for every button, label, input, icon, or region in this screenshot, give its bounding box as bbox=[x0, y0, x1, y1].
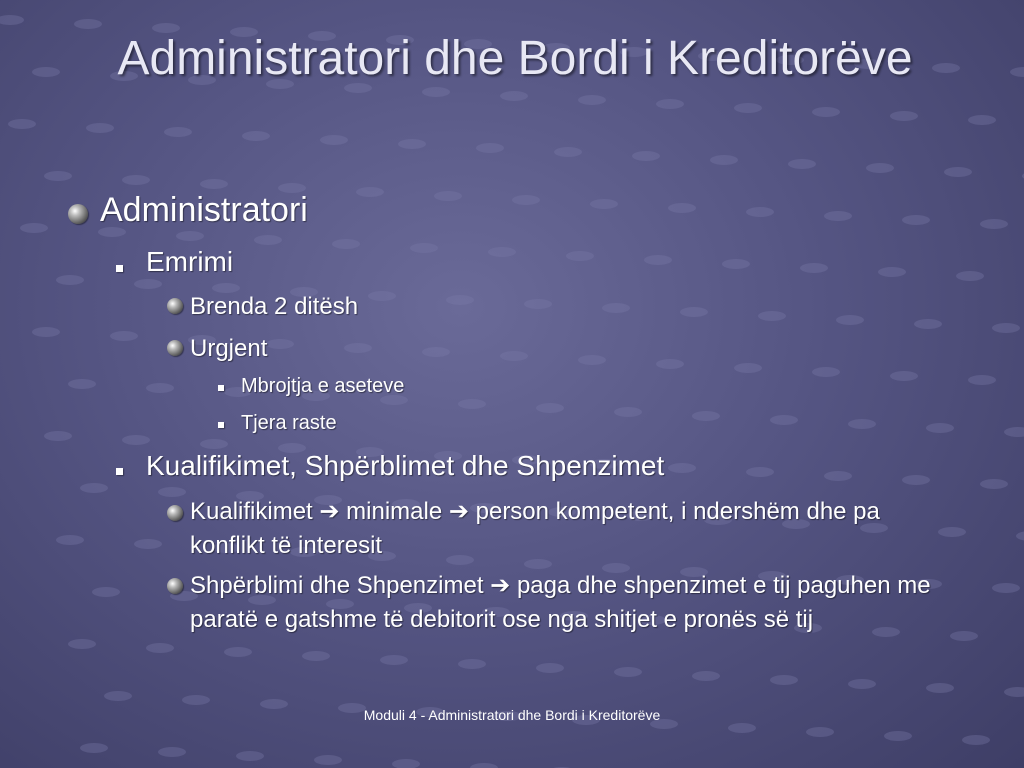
slide-footer: Moduli 4 - Administratori dhe Bordi i Kreditorëve bbox=[363, 707, 661, 723]
sphere-bullet-icon bbox=[68, 204, 88, 224]
sphere-bullet-icon bbox=[167, 578, 183, 594]
bullet-emrimi: Emrimi bbox=[146, 246, 234, 277]
bullet-urgjent: Urgjent bbox=[190, 335, 268, 362]
square-bullet-icon bbox=[116, 265, 123, 272]
bullet-brenda: Brenda 2 ditësh bbox=[190, 293, 359, 320]
slide-title: Administratori dhe Bordi i Kreditorëve bbox=[117, 32, 913, 85]
bullet-tjera-raste: Tjera raste bbox=[241, 412, 337, 434]
sphere-bullet-icon bbox=[167, 298, 183, 314]
bullet-kualifikimet-shperblimet: Kualifikimet, Shpërblimet dhe Shpenzimet bbox=[146, 450, 665, 481]
square-bullet-icon bbox=[116, 468, 123, 475]
bullet-administratori: Administratori bbox=[100, 191, 308, 229]
bullet-mbrojtja: Mbrojtja e aseteve bbox=[241, 375, 405, 397]
sphere-bullet-icon bbox=[167, 505, 183, 521]
sphere-bullet-icon bbox=[167, 340, 183, 356]
square-bullet-icon bbox=[218, 385, 224, 391]
square-bullet-icon bbox=[218, 422, 224, 428]
bullet-kualifikimet: Kualifikimet ➔ minimale ➔ person kompetent, i ndershëm dhe pa konflikt të interesit bbox=[190, 498, 880, 559]
bullet-shperblimi: Shpërblimi dhe Shpenzimet ➔ paga dhe shpenzimet e tij paguhen me paratë e gatshme të debitorit ose nga shitjet e pronës së tij bbox=[190, 572, 931, 633]
